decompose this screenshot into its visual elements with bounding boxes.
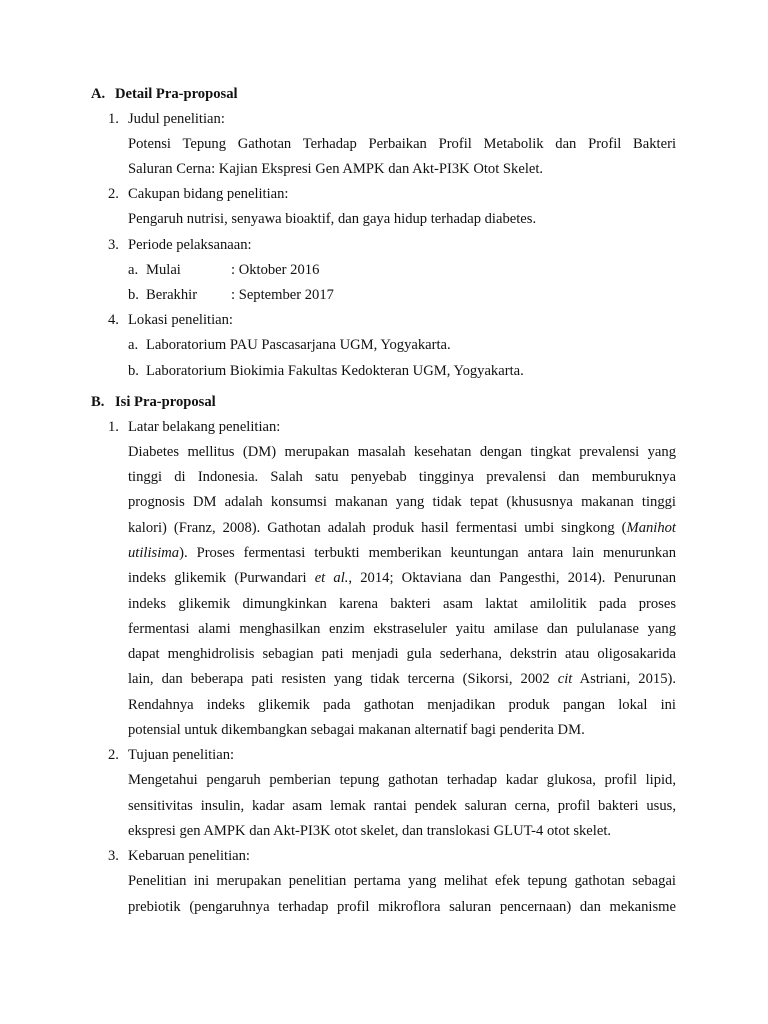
period-start: a. Mulai : Oktober 2016	[128, 262, 320, 278]
scope-line: Pengaruh nutrisi, senyawa bioaktif, dan gaya hidup terhadap diabetes.	[128, 211, 537, 227]
background-line-3: prognosis DM adalah konsumsi makanan yang tidak tepat (khususnya makanan tinggi	[128, 494, 676, 510]
background-line-9: dapat menghidrolisis sebagian pati menjadi gula sederhana, dekstrin atau oligosakarida	[128, 646, 676, 662]
title-line-1: Potensi Tepung Gathotan Terhadap Perbaikan Profil Metabolik dan Profil Bakteri	[128, 136, 676, 152]
item-a1-heading: 1. Judul penelitian:	[108, 111, 225, 127]
background-line-2: tinggi di Indonesia. Salah satu penyebab tingginya prevalensi dan memburuknya	[128, 469, 676, 485]
background-line-6: indeks glikemik (Purwandari et al., 2014; Oktaviana dan Pangesthi, 2014). Penurunan	[128, 570, 676, 586]
section-a-title: A. Detail Pra-proposal	[91, 86, 238, 102]
novelty-line-2: prebiotik (pengaruhnya terhadap profil mikroflora saluran pencernaan) dan mekanisme	[128, 899, 676, 915]
item-b3-heading: 3. Kebaruan penelitian:	[108, 848, 250, 864]
background-line-4: kalori) (Franz, 2008). Gathotan adalah produk hasil fermentasi umbi singkong (Manihot	[128, 520, 676, 536]
background-line-12: potensial untuk dikembangkan sebagai makanan alternatif bagi penderita DM.	[128, 722, 585, 738]
objective-line-1: Mengetahui pengaruh pemberian tepung gathotan terhadap kadar glukosa, profil lipid,	[128, 772, 676, 788]
background-line-5: utilisima). Proses fermentasi terbukti memberikan keuntungan antara lain menurunkan	[128, 545, 676, 561]
objective-line-3: ekspresi gen AMPK dan Akt-PI3K otot skelet, dan translokasi GLUT-4 otot skelet.	[128, 823, 612, 839]
novelty-line-1: Penelitian ini merupakan penelitian pertama yang melihat efek tepung gathotan sebagai	[128, 873, 676, 889]
item-b1-heading: 1. Latar belakang penelitian:	[108, 419, 281, 435]
title-line-2: Saluran Cerna: Kajian Ekspresi Gen AMPK dan Akt-PI3K Otot Skelet.	[128, 161, 544, 177]
location-b: b. Laboratorium Biokimia Fakultas Kedokteran UGM, Yogyakarta.	[128, 363, 524, 379]
background-line-1: Diabetes mellitus (DM) merupakan masalah kesehatan dengan tingkat prevalensi yang	[128, 444, 676, 460]
section-b-title: B. Isi Pra-proposal	[91, 394, 216, 410]
background-line-7: indeks glikemik dimungkinkan karena bakteri asam laktat amilolitik pada proses	[128, 596, 676, 612]
objective-line-2: sensitivitas insulin, kadar asam lemak rantai pendek saluran cerna, profil bakteri usus,	[128, 798, 676, 814]
item-a4-heading: 4. Lokasi penelitian:	[108, 312, 233, 328]
item-b2-heading: 2. Tujuan penelitian:	[108, 747, 235, 763]
period-end: b. Berakhir : September 2017	[128, 287, 334, 303]
item-a2-heading: 2. Cakupan bidang penelitian:	[108, 186, 289, 202]
background-line-8: fermentasi alami menghasilkan enzim ekstraseluler yaitu amilase dan pululanase yang	[128, 621, 676, 637]
location-a: a. Laboratorium PAU Pascasarjana UGM, Yogyakarta.	[128, 337, 451, 353]
background-line-10: lain, dan beberapa pati resisten yang tidak tercerna (Sikorsi, 2002 cit Astriani, 2015).	[128, 671, 677, 687]
item-a3-heading: 3. Periode pelaksanaan:	[108, 237, 252, 253]
background-line-11: Rendahnya indeks glikemik pada gathotan menjadikan produk pangan lokal ini	[128, 697, 676, 713]
